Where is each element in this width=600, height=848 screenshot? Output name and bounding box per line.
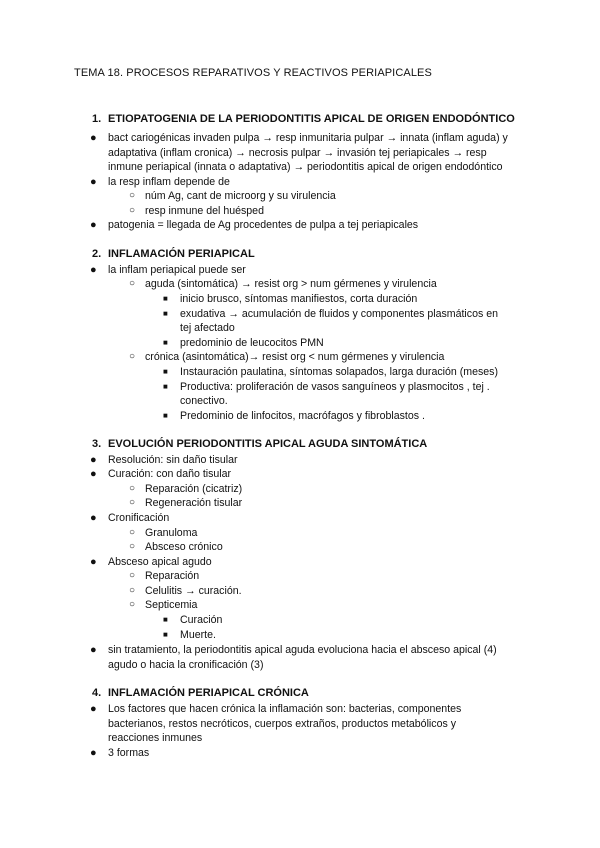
list-item-text: reacciones inmunes bbox=[108, 732, 203, 744]
circle-bullet-icon: ○ bbox=[129, 570, 136, 581]
list-item-text: bacterianos, restos necróticos, cuerpos extraños, productos metabólicos y bbox=[108, 718, 457, 730]
bullet-icon: ● bbox=[90, 219, 97, 231]
list-item-text: Resolución: sin daño tisular bbox=[108, 454, 238, 466]
list-item-text: Septicemia bbox=[145, 599, 198, 611]
bullet-icon: ● bbox=[90, 454, 97, 466]
section-title: EVOLUCIÓN PERIODONTITIS APICAL AGUDA SINTOMÁTICA bbox=[108, 438, 428, 450]
list-item-text: Productiva: proliferación de vasos sanguíneos y plasmocitos , tej . bbox=[180, 381, 490, 393]
section-title: ETIOPATOGENIA DE LA PERIODONTITIS APICAL DE ORIGEN ENDODÓNTICO bbox=[108, 113, 515, 125]
list-item-text: Absceso apical agudo bbox=[108, 556, 212, 568]
circle-bullet-icon: ○ bbox=[129, 278, 136, 289]
circle-bullet-icon: ○ bbox=[129, 541, 136, 552]
square-bullet-icon: ■ bbox=[163, 338, 168, 347]
circle-bullet-icon: ○ bbox=[129, 599, 136, 610]
list-item-text: bact cariogénicas invaden pulpa → resp inmunitaria pulpar → innata (inflam aguda) y bbox=[108, 132, 508, 144]
circle-bullet-icon: ○ bbox=[129, 205, 136, 216]
list-item-text: 3 formas bbox=[108, 747, 150, 759]
circle-bullet-icon: ○ bbox=[129, 483, 136, 494]
list-item-text: crónica (asintomática)→ resist org < num gérmenes y virulencia bbox=[145, 351, 445, 363]
square-bullet-icon: ■ bbox=[163, 367, 168, 376]
list-item-text: predominio de leucocitos PMN bbox=[180, 337, 324, 349]
list-item-text: Instauración paulatina, síntomas solapados, larga duración (meses) bbox=[180, 366, 498, 378]
square-bullet-icon: ■ bbox=[163, 630, 168, 639]
list-item-text: Los factores que hacen crónica la inflamación son: bacterias, componentes bbox=[108, 703, 462, 715]
list-item-text: inicio brusco, síntomas manifiestos, corta duración bbox=[180, 293, 418, 305]
list-item-text: agudo o hacia la cronificación (3) bbox=[108, 659, 264, 671]
document-title: TEMA 18. PROCESOS REPARATIVOS Y REACTIVOS PERIAPICALES bbox=[74, 67, 432, 79]
circle-bullet-icon: ○ bbox=[129, 497, 136, 508]
list-item-text: Cronificación bbox=[108, 512, 170, 524]
bullet-icon: ● bbox=[90, 556, 97, 568]
section-title: INFLAMACIÓN PERIAPICAL CRÓNICA bbox=[108, 687, 309, 699]
list-item-text: resp inmune del huésped bbox=[145, 205, 264, 217]
circle-bullet-icon: ○ bbox=[129, 351, 136, 362]
list-item-text: adaptativa (inflam cronica) → necrosis pulpar → invasión tej periapicales → resp bbox=[108, 147, 487, 159]
list-item-text: Reparación (cicatriz) bbox=[145, 483, 243, 495]
section-number: 3. bbox=[92, 438, 102, 450]
section-number: 2. bbox=[92, 248, 102, 260]
list-item-text: tej afectado bbox=[180, 322, 235, 334]
circle-bullet-icon: ○ bbox=[129, 585, 136, 596]
list-item-text: Muerte. bbox=[180, 629, 216, 641]
circle-bullet-icon: ○ bbox=[129, 190, 136, 201]
bullet-icon: ● bbox=[90, 512, 97, 524]
square-bullet-icon: ■ bbox=[163, 411, 168, 420]
list-item-text: exudativa → acumulación de fluidos y componentes plasmáticos en bbox=[180, 308, 498, 320]
list-item-text: Granuloma bbox=[145, 527, 198, 539]
section-number: 1. bbox=[92, 113, 102, 125]
section-2-heading bbox=[92, 248, 255, 260]
list-item-text: Celulitis → curación. bbox=[145, 585, 242, 597]
bullet-icon: ● bbox=[90, 747, 97, 759]
list-item-text: Absceso crónico bbox=[145, 541, 223, 553]
section-4-heading bbox=[92, 687, 309, 699]
list-item-text: Curación bbox=[180, 614, 223, 626]
section-1-heading bbox=[92, 113, 515, 125]
section-title: INFLAMACIÓN PERIAPICAL bbox=[108, 248, 255, 260]
list-item-text: Predominio de linfocitos, macrófagos y fibroblastos . bbox=[180, 410, 425, 422]
list-item-text: conectivo. bbox=[180, 395, 228, 407]
square-bullet-icon: ■ bbox=[163, 309, 168, 318]
section-number: 4. bbox=[92, 687, 102, 699]
list-item-text: Curación: con daño tisular bbox=[108, 468, 232, 480]
list-item-text: aguda (sintomática) → resist org > num gérmenes y virulencia bbox=[145, 278, 437, 290]
bullet-icon: ● bbox=[90, 644, 97, 656]
list-item-text: sin tratamiento, la periodontitis apical aguda evoluciona hacia el absceso apical (4) bbox=[108, 644, 497, 656]
section-3-heading bbox=[92, 438, 427, 450]
list-item-text: la resp inflam depende de bbox=[108, 176, 230, 188]
square-bullet-icon: ■ bbox=[163, 294, 168, 303]
bullet-icon: ● bbox=[90, 132, 97, 144]
list-item-text: Reparación bbox=[145, 570, 200, 582]
list-item-text: patogenia = llegada de Ag procedentes de pulpa a tej periapicales bbox=[108, 219, 419, 231]
list-item-text: la inflam periapical puede ser bbox=[108, 264, 246, 276]
circle-bullet-icon: ○ bbox=[129, 527, 136, 538]
list-item-text: núm Ag, cant de microorg y su virulencia bbox=[145, 190, 336, 202]
list-item-text: inmune periapical (innata o adaptativa) → periodontitis apical de origen endodóntico bbox=[108, 161, 503, 173]
bullet-icon: ● bbox=[90, 176, 97, 188]
bullet-icon: ● bbox=[90, 468, 97, 480]
list-item-text: Regeneración tisular bbox=[145, 497, 243, 509]
square-bullet-icon: ■ bbox=[163, 382, 168, 391]
square-bullet-icon: ■ bbox=[163, 615, 168, 624]
bullet-icon: ● bbox=[90, 703, 97, 715]
bullet-icon: ● bbox=[90, 264, 97, 276]
